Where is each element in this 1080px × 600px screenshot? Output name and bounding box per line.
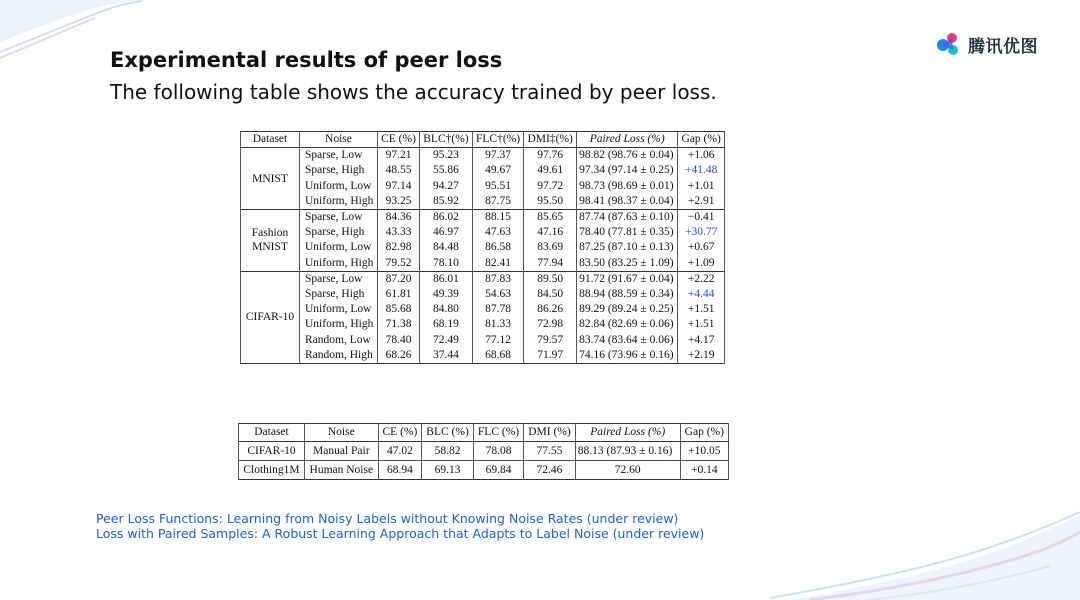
blc-cell: 86.02 (420, 209, 473, 225)
paired-loss-cell: 78.40 (77.81 ± 0.35) (577, 225, 678, 240)
dmi-cell: 77.55 (524, 442, 576, 461)
gap-cell: −0.41 (678, 209, 725, 225)
dmi-cell: 84.50 (524, 287, 577, 302)
blc-cell: 85.92 (420, 194, 473, 210)
noise-cell: Uniform, Low (300, 179, 378, 194)
noise-cell: Sparse, Low (300, 209, 378, 225)
table-row (241, 209, 725, 225)
gap-cell: +10.05 (680, 442, 728, 461)
noise-cell: Sparse, High (300, 163, 378, 178)
noise-cell: Uniform, High (300, 317, 378, 332)
blc-cell: 58.82 (422, 442, 474, 461)
dmi-cell: 89.50 (524, 271, 577, 287)
flc-cell: 88.15 (472, 209, 523, 225)
ce-cell: 61.81 (377, 287, 419, 302)
ce-cell: 97.14 (377, 179, 419, 194)
slide-title: Experimental results of peer loss (110, 48, 503, 72)
dmi-cell: 83.69 (524, 240, 577, 255)
header-noise: Noise (304, 424, 378, 442)
header-blc: BLC (%) (422, 424, 474, 442)
paired-loss-cell: 91.72 (91.67 ± 0.04) (577, 271, 678, 287)
paired-loss-cell: 88.13 (87.93 ± 0.16) (575, 442, 680, 461)
dmi-cell: 86.26 (524, 302, 577, 317)
gap-cell: +0.14 (680, 461, 728, 480)
table-row (241, 271, 725, 287)
table-row (239, 442, 729, 461)
ce-cell: 79.52 (377, 256, 419, 272)
table-body (239, 442, 729, 480)
ce-cell: 68.26 (377, 348, 419, 364)
noise-cell: Human Noise (304, 461, 378, 480)
noise-cell: Sparse, High (300, 225, 378, 240)
gap-cell: +2.91 (678, 194, 725, 210)
references (96, 511, 704, 541)
gap-cell: +1.09 (678, 256, 725, 272)
tencent-youtu-logo-icon (934, 30, 962, 58)
noise-cell: Uniform, Low (300, 302, 378, 317)
table-group-fashion-mnist (241, 209, 725, 271)
noise-cell: Random, High (300, 348, 378, 364)
paired-loss-cell: 98.41 (98.37 ± 0.04) (577, 194, 678, 210)
table-row (239, 461, 729, 480)
reference-link[interactable]: Loss with Paired Samples: A Robust Learning Approach that Adapts to Label Noise (under review) (96, 526, 705, 541)
dmi-cell: 72.98 (524, 317, 577, 332)
reference-link[interactable]: Peer Loss Functions: Learning from Noisy Labels without Knowing Noise Rates (under review) (96, 511, 679, 526)
header-paired-loss: Paired Loss (%) (577, 132, 678, 148)
paired-loss-cell: 83.74 (83.64 ± 0.06) (577, 332, 678, 347)
results-table-synthetic-noise (240, 131, 725, 364)
flc-cell: 81.33 (472, 317, 523, 332)
blc-cell: 72.49 (420, 332, 473, 347)
blc-cell: 46.97 (420, 225, 473, 240)
gap-cell: +2.19 (678, 348, 725, 364)
paired-loss-cell: 74.16 (73.96 ± 0.16) (577, 348, 678, 364)
paired-loss-cell: 89.29 (89.24 ± 0.25) (577, 302, 678, 317)
results-table-real-noise (238, 423, 729, 480)
header-noise: Noise (300, 132, 378, 148)
blc-cell: 37.44 (420, 348, 473, 364)
flc-cell: 68.68 (472, 348, 523, 364)
paired-loss-cell: 98.73 (98.69 ± 0.01) (577, 179, 678, 194)
noise-cell: Uniform, High (300, 256, 378, 272)
blc-cell: 55.86 (420, 163, 473, 178)
header-flc: FLC (%) (473, 424, 523, 442)
gap-cell: +1.51 (678, 317, 725, 332)
flc-cell: 77.12 (472, 332, 523, 347)
dataset-cell: MNIST (241, 148, 300, 210)
gap-cell: +41.48 (678, 163, 725, 178)
paired-loss-cell: 88.94 (88.59 ± 0.34) (577, 287, 678, 302)
ce-cell: 71.38 (377, 317, 419, 332)
flc-cell: 54.63 (472, 287, 523, 302)
gap-cell: +1.01 (678, 179, 725, 194)
header-blc: BLC†(%) (420, 132, 473, 148)
dmi-cell: 79.57 (524, 332, 577, 347)
ce-cell: 47.02 (378, 442, 422, 461)
paired-loss-cell: 83.50 (83.25 ± 1.09) (577, 256, 678, 272)
dmi-cell: 71.97 (524, 348, 577, 364)
blc-cell: 68.19 (420, 317, 473, 332)
gap-cell: +2.22 (678, 271, 725, 287)
table-row (241, 348, 725, 364)
gap-cell: +4.17 (678, 332, 725, 347)
table-row (241, 194, 725, 210)
table-row (241, 256, 725, 272)
flc-cell: 87.75 (472, 194, 523, 210)
slide-subtitle: The following table shows the accuracy trained by peer loss. (110, 80, 717, 104)
paired-loss-cell: 87.25 (87.10 ± 0.13) (577, 240, 678, 255)
paired-loss-cell: 98.82 (98.76 ± 0.04) (577, 148, 678, 164)
blc-cell: 84.48 (420, 240, 473, 255)
dmi-cell: 72.46 (524, 461, 576, 480)
dmi-cell: 49.61 (524, 163, 577, 178)
blc-cell: 84.80 (420, 302, 473, 317)
flc-cell: 87.83 (472, 271, 523, 287)
blc-cell: 69.13 (422, 461, 474, 480)
paired-loss-cell: 97.34 (97.14 ± 0.25) (577, 163, 678, 178)
header-flc: FLC†(%) (472, 132, 523, 148)
table-row (241, 179, 725, 194)
flc-cell: 82.41 (472, 256, 523, 272)
noise-cell: Uniform, Low (300, 240, 378, 255)
blc-cell: 86.01 (420, 271, 473, 287)
ce-cell: 82.98 (377, 240, 419, 255)
dataset-cell: CIFAR-10 (239, 442, 305, 461)
noise-cell: Sparse, High (300, 287, 378, 302)
paired-loss-cell: 82.84 (82.69 ± 0.06) (577, 317, 678, 332)
noise-cell: Uniform, High (300, 194, 378, 210)
flc-cell: 97.37 (472, 148, 523, 164)
ce-cell: 97.21 (377, 148, 419, 164)
table-row (241, 163, 725, 178)
header-dmi: DMI (%) (524, 424, 576, 442)
blc-cell: 95.23 (420, 148, 473, 164)
noise-cell: Manual Pair (304, 442, 378, 461)
ce-cell: 48.55 (377, 163, 419, 178)
gap-cell: +4.44 (678, 287, 725, 302)
header-dmi: DMI‡(%) (524, 132, 577, 148)
ce-cell: 93.25 (377, 194, 419, 210)
table-row (241, 287, 725, 302)
dataset-cell: CIFAR-10 (241, 271, 300, 363)
table-row (241, 240, 725, 255)
noise-cell: Random, Low (300, 332, 378, 347)
ce-cell: 84.36 (377, 209, 419, 225)
table-row (241, 302, 725, 317)
header-ce: CE (%) (378, 424, 422, 442)
flc-cell: 87.78 (472, 302, 523, 317)
flc-cell: 69.84 (473, 461, 523, 480)
gap-cell: +0.67 (678, 240, 725, 255)
gap-cell: +1.06 (678, 148, 725, 164)
header-gap: Gap (%) (678, 132, 725, 148)
table-header-row (241, 132, 725, 148)
blc-cell: 49.39 (420, 287, 473, 302)
table-row (241, 225, 725, 240)
paired-loss-cell: 72.60 (575, 461, 680, 480)
blc-cell: 94.27 (420, 179, 473, 194)
header-paired-loss: Paired Loss (%) (575, 424, 680, 442)
gap-cell: +1.51 (678, 302, 725, 317)
header-dataset: Dataset (239, 424, 305, 442)
header-gap: Gap (%) (680, 424, 728, 442)
noise-cell: Sparse, Low (300, 271, 378, 287)
noise-cell: Sparse, Low (300, 148, 378, 164)
ce-cell: 85.68 (377, 302, 419, 317)
ce-cell: 43.33 (377, 225, 419, 240)
dmi-cell: 47.16 (524, 225, 577, 240)
dmi-cell: 95.50 (524, 194, 577, 210)
dmi-cell: 85.65 (524, 209, 577, 225)
dataset-cell: Fashion MNIST (241, 209, 300, 271)
table-header-row (239, 424, 729, 442)
dmi-cell: 77.94 (524, 256, 577, 272)
blc-cell: 78.10 (420, 256, 473, 272)
table-group-cifar10 (241, 271, 725, 363)
decorative-wave-bottom-right (750, 510, 1080, 600)
logo-text: 腾讯优图 (968, 36, 1038, 57)
table-row (241, 148, 725, 164)
ce-cell: 87.20 (377, 271, 419, 287)
flc-cell: 49.67 (472, 163, 523, 178)
flc-cell: 86.58 (472, 240, 523, 255)
logo (934, 30, 1038, 58)
dmi-cell: 97.72 (524, 179, 577, 194)
ce-cell: 78.40 (377, 332, 419, 347)
table-row (241, 317, 725, 332)
flc-cell: 78.08 (473, 442, 523, 461)
dataset-cell: Clothing1M (239, 461, 305, 480)
dmi-cell: 97.76 (524, 148, 577, 164)
table-row (241, 332, 725, 347)
flc-cell: 47.63 (472, 225, 523, 240)
header-ce: CE (%) (377, 132, 419, 148)
paired-loss-cell: 87.74 (87.63 ± 0.10) (577, 209, 678, 225)
ce-cell: 68.94 (378, 461, 422, 480)
table-group-mnist (241, 148, 725, 210)
header-dataset: Dataset (241, 132, 300, 148)
gap-cell: +30.77 (678, 225, 725, 240)
flc-cell: 95.51 (472, 179, 523, 194)
